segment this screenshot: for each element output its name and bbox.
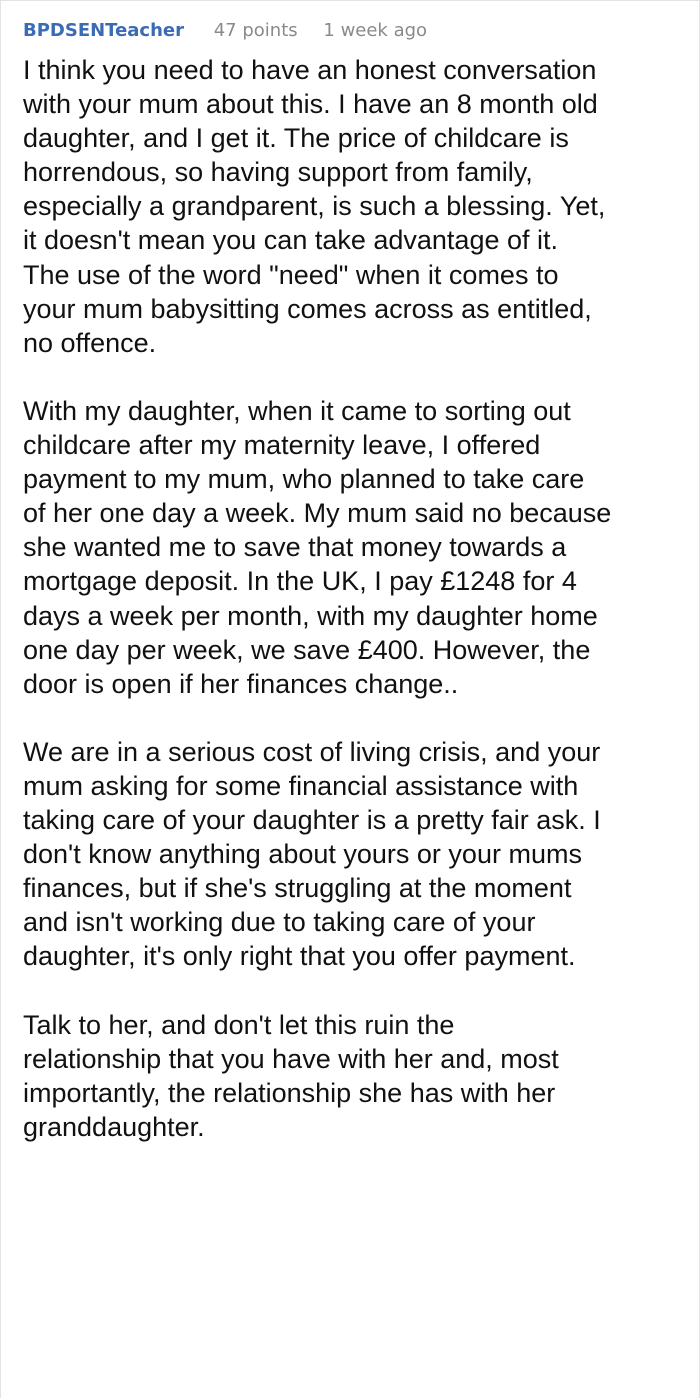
- comment-paragraph: [23, 53, 611, 360]
- comment-line: mum asking for some financial assistance with: [23, 770, 579, 801]
- comment-line: daughter, it's only right that you offer payment.: [23, 941, 576, 972]
- comment-line: The use of the word "need" when it comes to: [23, 259, 559, 290]
- comment-line: childcare after my maternity leave, I offered: [23, 430, 541, 461]
- comment-line: We are in a serious cost of living crisis, and your: [23, 736, 601, 767]
- comment-line: it doesn't mean you can take advantage of it.: [23, 225, 559, 256]
- comment-line: payment to my mum, who planned to take care: [23, 464, 585, 495]
- comment-line: and isn't working due to taking care of your: [23, 907, 536, 938]
- comment-points: 47 points: [213, 20, 298, 41]
- comment-line: don't know anything about yours or your mums: [23, 839, 582, 870]
- comment-meta: [23, 19, 427, 43]
- comment-line: taking care of your daughter is a pretty fair ask. I: [23, 805, 601, 836]
- comment-line: relationship that you have with her and, most: [23, 1043, 559, 1074]
- comment-line: I think you need to have an honest conversation: [23, 55, 597, 85]
- comment-line: one day per week, we save £400. However, the: [23, 634, 591, 665]
- comment-line: of her one day a week. My mum said no because: [23, 498, 612, 529]
- comment-body: [23, 53, 611, 1178]
- comment-line: she wanted me to save that money towards a: [23, 532, 567, 563]
- comment-paragraph: [23, 1008, 611, 1144]
- comment-line: with your mum about this. I have an 8 month old: [23, 89, 598, 120]
- comment-line: daughter, and I get it. The price of childcare is: [23, 123, 569, 154]
- comment-username-link[interactable]: BPDSENTeacher: [23, 20, 184, 41]
- comment-line: mortgage deposit. In the UK, I pay £1248 for 4: [23, 566, 577, 597]
- comment-paragraph: [23, 735, 611, 974]
- comment-timestamp: 1 week ago: [323, 20, 428, 41]
- comment-line: horrendous, so having support from family,: [23, 157, 533, 188]
- comment-line: importantly, the relationship she has with her: [23, 1077, 556, 1108]
- comment-line: your mum babysitting comes across as entitled,: [23, 293, 592, 324]
- comment-line: especially a grandparent, is such a blessing. Yet,: [23, 191, 606, 222]
- comment-line: granddaughter.: [23, 1111, 205, 1142]
- comment-line: days a week per month, with my daughter home: [23, 600, 598, 631]
- comment-paragraph: [23, 394, 611, 701]
- comment-line: With my daughter, when it came to sorting out: [23, 395, 571, 426]
- comment-line: finances, but if she's struggling at the moment: [23, 873, 572, 904]
- comment-line: door is open if her finances change..: [23, 668, 459, 699]
- comment-line: Talk to her, and don't let this ruin the: [23, 1009, 455, 1040]
- comment-line: no offence.: [23, 327, 157, 358]
